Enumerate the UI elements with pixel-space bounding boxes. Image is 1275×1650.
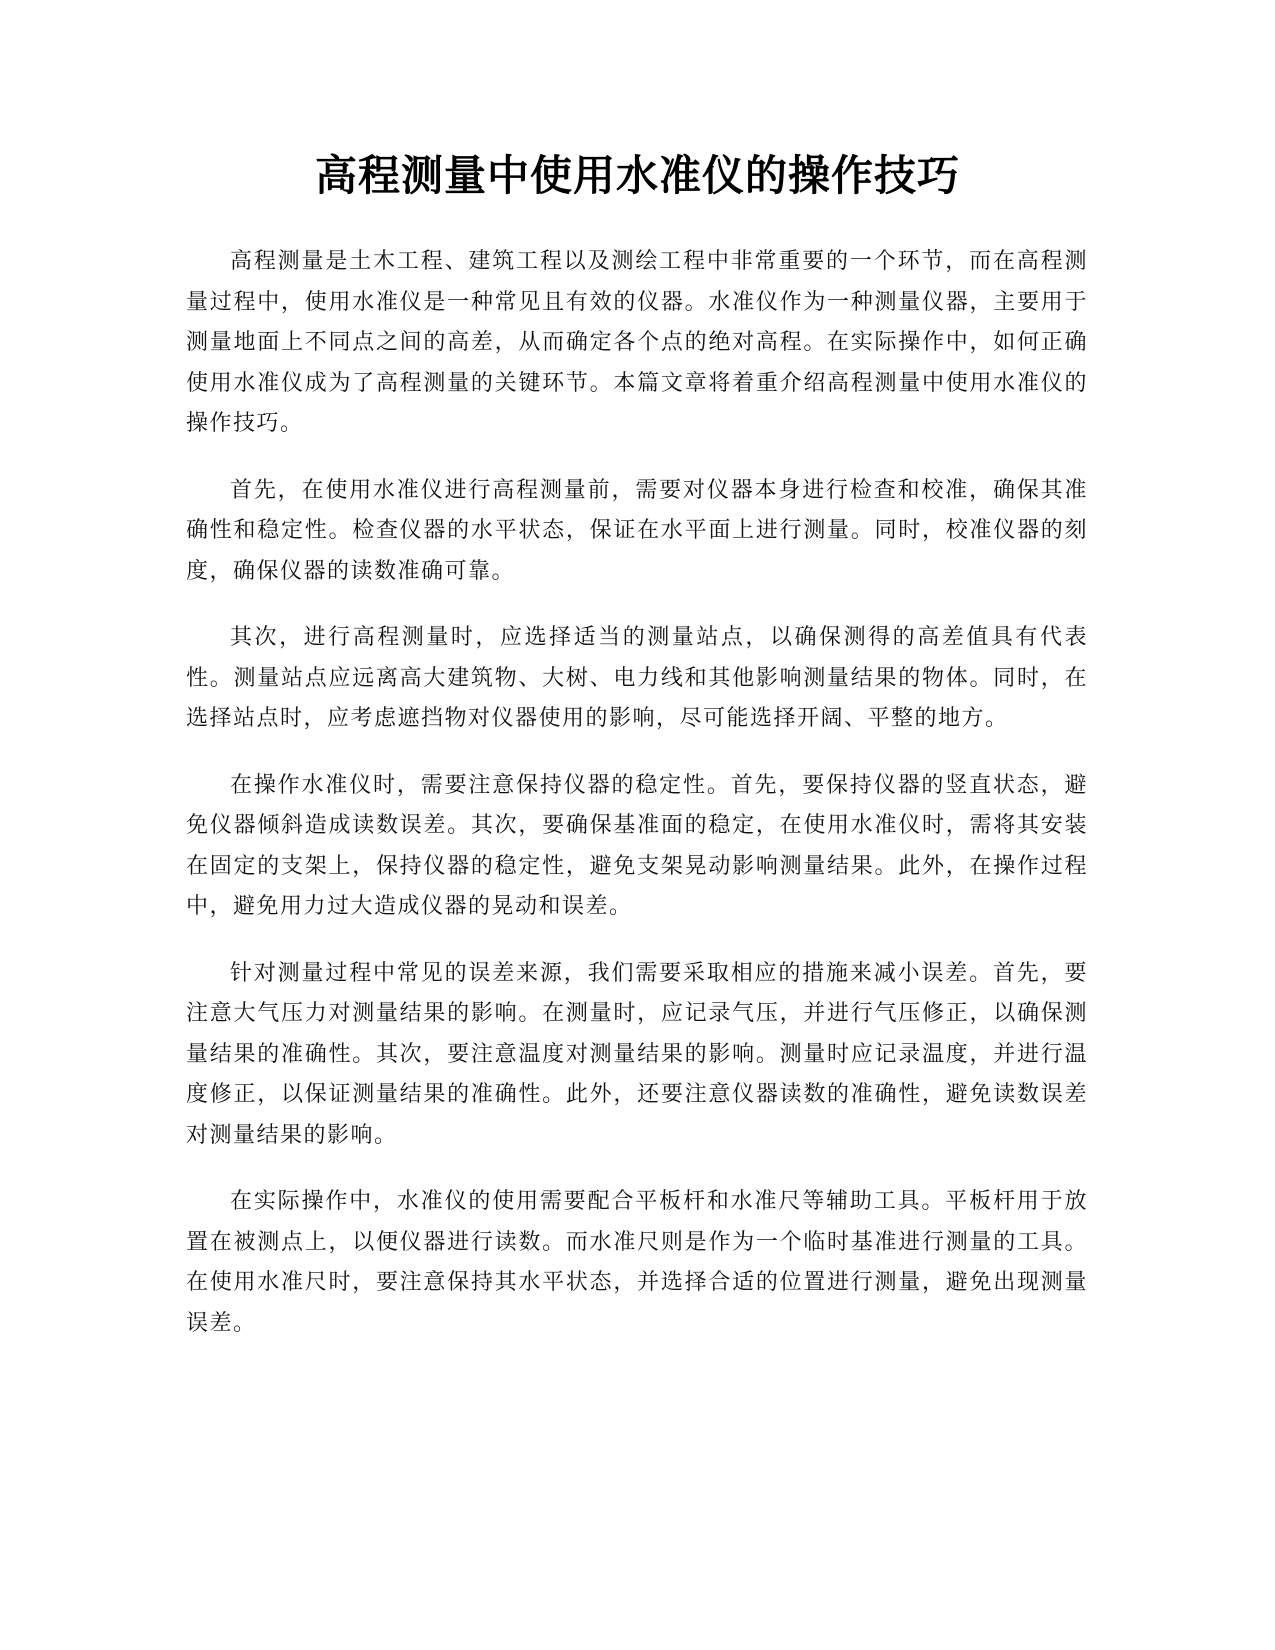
document-title: 高程测量中使用水准仪的操作技巧 xyxy=(314,151,960,200)
paragraph-error-sources: 针对测量过程中常见的误差来源，我们需要采取相应的措施来减小误差。首先，要注意大气压力对测量结果的影响。在测量时，应记录气压，并进行气压修正，以确保测量结果的准确性。其次，要注意温度对测量结果的影响。测量时应记录温度，并进行温度修正，以保证测量结果的准确性。此外，还要注意仪器读数的准确性，避免读数误差对测量结果的影响。 xyxy=(186,960,1088,1148)
paragraph-stability: 在操作水准仪时，需要注意保持仪器的稳定性。首先，要保持仪器的竖直状态，避免仪器倾斜造成读数误差。其次，要确保基准面的稳定，在使用水准仪时，需将其安装在固定的支架上，保持仪器的稳定性，避免支架晃动影响测量结果。此外，在操作过程中，避免用力过大造成仪器的晃动和误差。 xyxy=(186,772,1088,919)
document-body xyxy=(186,242,1088,1370)
paragraph-station-selection: 其次，进行高程测量时，应选择适当的测量站点，以确保测得的高差值具有代表性。测量站点应远离高大建筑物、大树、电力线和其他影响测量结果的物体。同时，在选择站点时，应考虑遮挡物对仪器使用的影响，尽可能选择开阔、平整的地方。 xyxy=(186,625,1088,731)
paragraph-intro: 高程测量是土木工程、建筑工程以及测绘工程中非常重要的一个环节，而在高程测量过程中，使用水准仪是一种常见且有效的仪器。水准仪作为一种测量仪器，主要用于测量地面上不同点之间的高差，从而确定各个点的绝对高程。在实际操作中，如何正确使用水准仪成为了高程测量的关键环节。本篇文章将着重介绍高程测量中使用水准仪的操作技巧。 xyxy=(186,249,1088,436)
paragraph-calibration: 首先，在使用水准仪进行高程测量前，需要对仪器本身进行检查和校准，确保其准确性和稳定性。检查仪器的水平状态，保证在水平面上进行测量。同时，校准仪器的刻度，确保仪器的读数准确可靠。 xyxy=(186,477,1088,584)
paragraph-auxiliary-tools: 在实际操作中，水准仪的使用需要配合平板杆和水准尺等辅助工具。平板杆用于放置在被测点上，以便仪器进行读数。而水准尺则是作为一个临时基准进行测量的工具。在使用水准尺时，要注意保持其水平状态，并选择合适的位置进行测量，避免出现测量误差。 xyxy=(186,1189,1088,1336)
